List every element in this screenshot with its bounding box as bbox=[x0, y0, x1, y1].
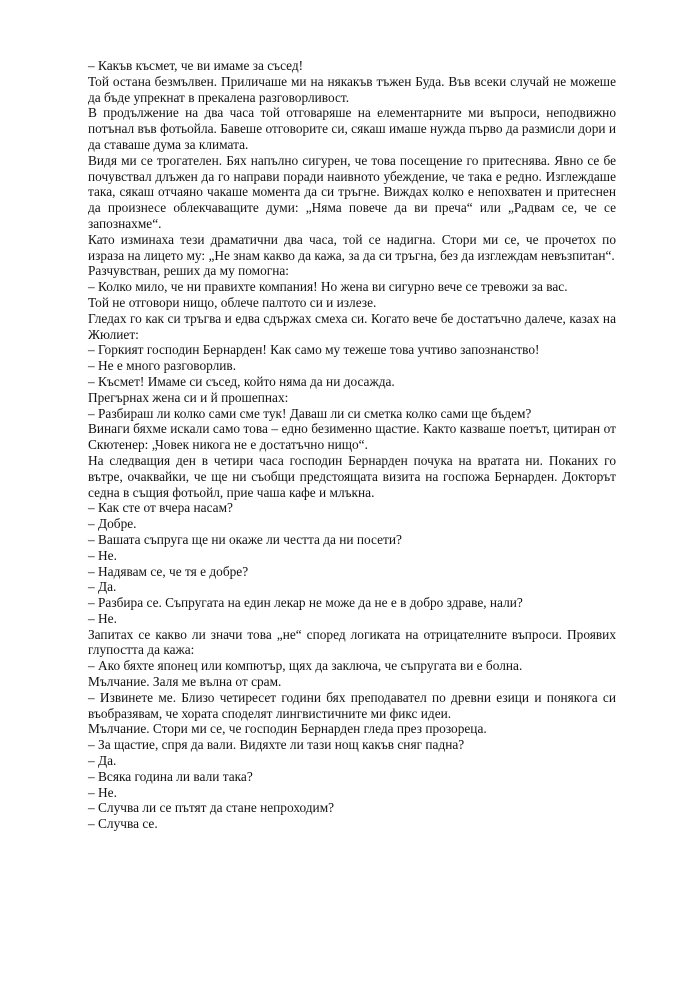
dialogue-line: – За щастие, спря да вали. Видяхте ли тази нощ какъв сняг падна? bbox=[88, 737, 465, 753]
dialogue-line: – Надявам се, че тя е добре? bbox=[88, 563, 249, 579]
dialogue-line: – Да. bbox=[88, 579, 117, 595]
dialogue-line: – Случва ли се пътят да стане непроходим? bbox=[88, 800, 335, 816]
dialogue-line: – Всяка година ли вали така? bbox=[88, 768, 253, 784]
dialogue-line: – Случва се. bbox=[88, 816, 158, 832]
dialogue-line: – Разбираш ли колко сами сме тук! Даваш ли си сметка колко сами ще бъдем? bbox=[88, 405, 532, 421]
dialogue-line: – Разбира се. Съпругата на един лекар не може да не е в добро здраве, нали? bbox=[88, 595, 523, 611]
paragraph: Като изминаха тези драматични два часа, той се надигна. Стори ми се, че прочетох по израза на лицето му: „Не знам какво да кажа, за да си тръгна, без да изглеждам невъзпитан“. bbox=[88, 231, 616, 263]
paragraph: Видя ми се трогателен. Бях напълно сигурен, че това посещение го притеснява. Явно се бе почувствал длъжен да го направи поради наивното убеждение, че така е редно. Изглеждаше така, сякаш отчаяно чакаше момента да си тръгне. Виждах колко е непохватен и притеснен да произнесе облекчаващите думи: „Няма повече да ви преча“ или „Радвам се, че се запознахме“. bbox=[88, 152, 616, 231]
paragraph: Разчувстван, реших да му помогна: bbox=[88, 263, 290, 279]
paragraph: Гледах го как си тръгва и едва сдържах смеха си. Когато вече бе достатъчно далече, казах на Жюлиет: bbox=[88, 310, 616, 342]
paragraph: В продължение на два часа той отговаряше на елементарните ми въпроси, неподвижно потънал във фотьойла. Бавеше отговорите си, сякаш имаше нужда първо да размисли дори и да ставаше дума за климата. bbox=[88, 105, 616, 152]
dialogue-line: – Как сте от вчера насам? bbox=[88, 500, 233, 516]
paragraph: Той остана безмълвен. Приличаше ми на някакъв тъжен Буда. Във всеки случай не можеше да бъде упрекнат в прекалена разговорливост. bbox=[88, 73, 616, 105]
document-page bbox=[88, 58, 616, 832]
dialogue-line: – Добре. bbox=[88, 516, 137, 532]
paragraph: Прегърнах жена си и й прошепнах: bbox=[88, 389, 289, 405]
dialogue-line: – Не. bbox=[88, 784, 117, 800]
dialogue-line: – Ако бяхте японец или компютър, щях да заключа, че съпругата ви е болна. bbox=[88, 658, 523, 674]
dialogue-line: – Горкият господин Бернарден! Как само му тежеше това учтиво запознанство! bbox=[88, 342, 540, 358]
dialogue-line: – Късмет! Имаме си съсед, който няма да ни досажда. bbox=[88, 373, 395, 389]
paragraph: Запитах се какво ли значи това „не“ според логиката на отрицателните въпроси. Проявих глупостта да кажа: bbox=[88, 626, 616, 658]
dialogue-line: – Не е много разговорлив. bbox=[88, 358, 237, 374]
dialogue-line: – Какъв късмет, че ви имаме за съсед! bbox=[88, 58, 304, 73]
dialogue-line: – Извинете ме. Близо четиресет години бях преподавател по древни езици и понякога си въобразявам, че хората споделят лингвистичните ми фикс идеи. bbox=[88, 689, 616, 721]
dialogue-line: – Не. bbox=[88, 547, 117, 563]
dialogue-line: – Не. bbox=[88, 610, 117, 626]
dialogue-line: – Да. bbox=[88, 753, 117, 769]
paragraph: На следващия ден в четири часа господин Бернарден почука на вратата ни. Поканих го вътре, очаквайки, че ще ни съобщи предстоящата визита на госпожа Бернарден. Докторът седна в същия фотьойл, прие чаша кафе и млъкна. bbox=[88, 452, 616, 500]
dialogue-line: – Вашата съпруга ще ни окаже ли честта да ни посети? bbox=[88, 531, 402, 547]
paragraph: Винаги бяхме искали само това – едно безименно щастие. Както казваше поетът, цитиран от Скютенер: „Човек никога не е достатъчно нищо“. bbox=[88, 421, 616, 453]
paragraph: Мълчание. Заля ме вълна от срам. bbox=[88, 674, 282, 690]
paragraph: Мълчание. Стори ми се, че господин Бернарден гледа през прозореца. bbox=[88, 721, 487, 737]
dialogue-line: – Колко мило, че ни правихте компания! Но жена ви сигурно вече се тревожи за вас. bbox=[88, 279, 568, 295]
paragraph: Той не отговори нищо, облече палтото си и излезе. bbox=[88, 294, 377, 310]
